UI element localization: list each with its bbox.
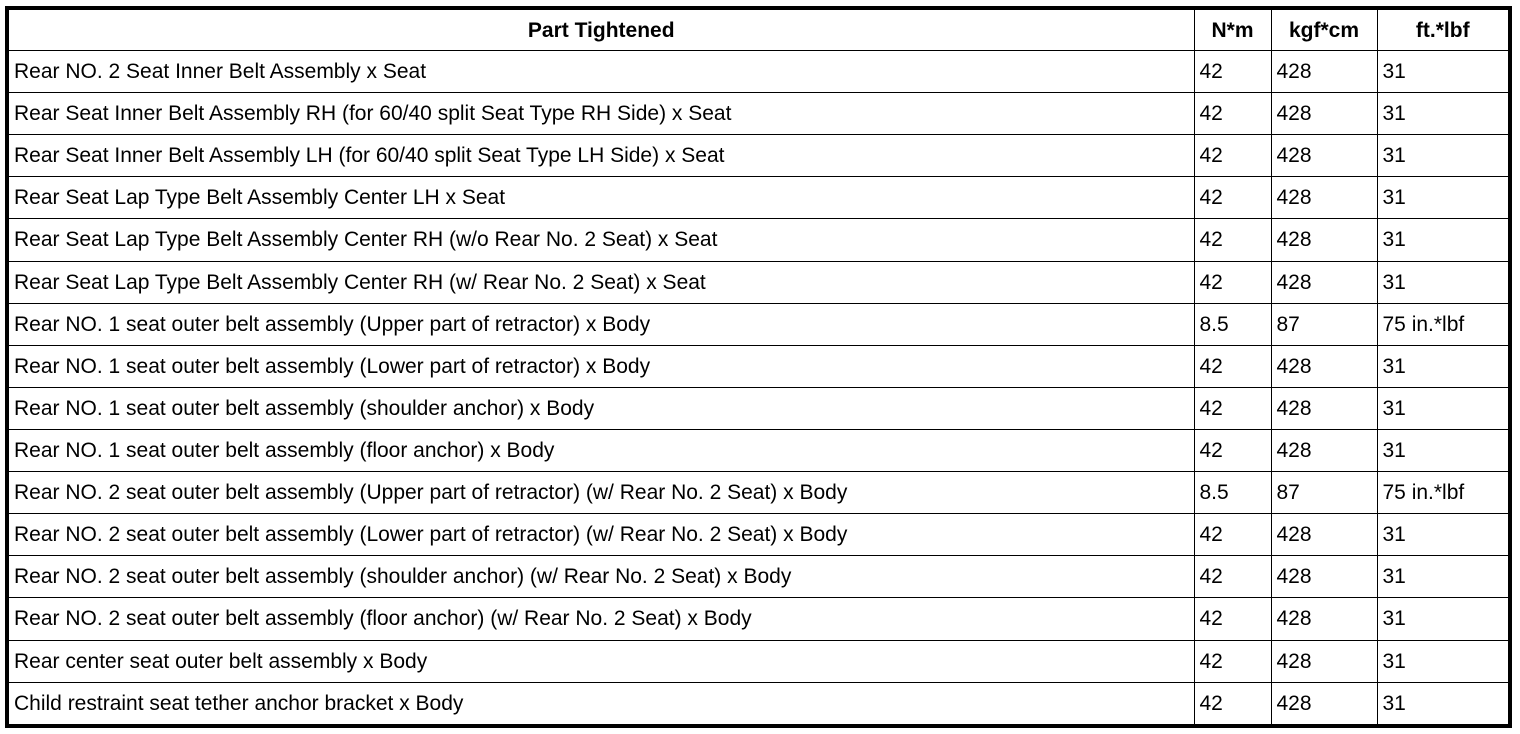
cell-newton-meter: 42 [1194, 598, 1271, 640]
cell-part-tightened: Rear Seat Lap Type Belt Assembly Center RH (w/ Rear No. 2 Seat) x Seat [7, 261, 1194, 303]
table-row [7, 556, 1510, 598]
cell-part-tightened: Rear center seat outer belt assembly x Body [7, 640, 1194, 682]
table-row [7, 429, 1510, 471]
cell-newton-meter: 42 [1194, 93, 1271, 135]
cell-kgf-cm: 428 [1271, 51, 1377, 93]
cell-part-tightened: Rear NO. 1 seat outer belt assembly (Lower part of retractor) x Body [7, 345, 1194, 387]
cell-part-tightened: Rear Seat Inner Belt Assembly LH (for 60/40 split Seat Type LH Side) x Seat [7, 135, 1194, 177]
header-newton-meter: N*m [1194, 8, 1271, 51]
cell-newton-meter: 42 [1194, 514, 1271, 556]
cell-part-tightened: Rear Seat Lap Type Belt Assembly Center LH x Seat [7, 177, 1194, 219]
cell-kgf-cm: 428 [1271, 177, 1377, 219]
cell-kgf-cm: 87 [1271, 472, 1377, 514]
cell-ft-lbf: 31 [1377, 640, 1510, 682]
cell-newton-meter: 42 [1194, 429, 1271, 471]
cell-kgf-cm: 428 [1271, 514, 1377, 556]
cell-ft-lbf: 31 [1377, 514, 1510, 556]
cell-kgf-cm: 428 [1271, 93, 1377, 135]
header-part-tightened: Part Tightened [7, 8, 1194, 51]
cell-ft-lbf: 31 [1377, 429, 1510, 471]
cell-part-tightened: Rear NO. 2 seat outer belt assembly (Lower part of retractor) (w/ Rear No. 2 Seat) x Body [7, 514, 1194, 556]
table-row [7, 261, 1510, 303]
cell-kgf-cm: 428 [1271, 219, 1377, 261]
cell-ft-lbf: 31 [1377, 261, 1510, 303]
cell-kgf-cm: 428 [1271, 261, 1377, 303]
table-row [7, 219, 1510, 261]
cell-ft-lbf: 75 in.*lbf [1377, 303, 1510, 345]
cell-kgf-cm: 428 [1271, 556, 1377, 598]
table-row [7, 51, 1510, 93]
table-row [7, 598, 1510, 640]
cell-newton-meter: 8.5 [1194, 472, 1271, 514]
cell-part-tightened: Rear NO. 1 seat outer belt assembly (Upper part of retractor) x Body [7, 303, 1194, 345]
cell-part-tightened: Rear NO. 2 seat outer belt assembly (floor anchor) (w/ Rear No. 2 Seat) x Body [7, 598, 1194, 640]
cell-ft-lbf: 31 [1377, 387, 1510, 429]
table-row [7, 682, 1510, 726]
cell-ft-lbf: 31 [1377, 556, 1510, 598]
header-kgf-cm: kgf*cm [1271, 8, 1377, 51]
table-row [7, 177, 1510, 219]
cell-newton-meter: 42 [1194, 345, 1271, 387]
cell-newton-meter: 8.5 [1194, 303, 1271, 345]
cell-kgf-cm: 428 [1271, 640, 1377, 682]
cell-ft-lbf: 31 [1377, 135, 1510, 177]
table-body [7, 51, 1510, 727]
cell-part-tightened: Rear NO. 2 seat outer belt assembly (Upper part of retractor) (w/ Rear No. 2 Seat) x Body [7, 472, 1194, 514]
cell-part-tightened: Rear Seat Inner Belt Assembly RH (for 60/40 split Seat Type RH Side) x Seat [7, 93, 1194, 135]
cell-newton-meter: 42 [1194, 51, 1271, 93]
cell-part-tightened: Rear NO. 2 seat outer belt assembly (shoulder anchor) (w/ Rear No. 2 Seat) x Body [7, 556, 1194, 598]
cell-ft-lbf: 31 [1377, 51, 1510, 93]
cell-ft-lbf: 31 [1377, 219, 1510, 261]
header-ft-lbf: ft.*lbf [1377, 8, 1510, 51]
table-row [7, 640, 1510, 682]
table-row [7, 303, 1510, 345]
cell-newton-meter: 42 [1194, 682, 1271, 726]
cell-newton-meter: 42 [1194, 177, 1271, 219]
table-row [7, 387, 1510, 429]
cell-kgf-cm: 428 [1271, 429, 1377, 471]
cell-newton-meter: 42 [1194, 556, 1271, 598]
cell-ft-lbf: 31 [1377, 93, 1510, 135]
cell-newton-meter: 42 [1194, 640, 1271, 682]
cell-part-tightened: Rear Seat Lap Type Belt Assembly Center RH (w/o Rear No. 2 Seat) x Seat [7, 219, 1194, 261]
cell-kgf-cm: 428 [1271, 135, 1377, 177]
cell-newton-meter: 42 [1194, 135, 1271, 177]
cell-part-tightened: Rear NO. 1 seat outer belt assembly (shoulder anchor) x Body [7, 387, 1194, 429]
cell-part-tightened: Rear NO. 2 Seat Inner Belt Assembly x Seat [7, 51, 1194, 93]
header-row [7, 8, 1510, 51]
cell-newton-meter: 42 [1194, 261, 1271, 303]
cell-part-tightened: Child restraint seat tether anchor bracket x Body [7, 682, 1194, 726]
cell-kgf-cm: 428 [1271, 682, 1377, 726]
table-row [7, 135, 1510, 177]
cell-ft-lbf: 31 [1377, 598, 1510, 640]
cell-newton-meter: 42 [1194, 219, 1271, 261]
cell-ft-lbf: 75 in.*lbf [1377, 472, 1510, 514]
torque-specification-table [5, 6, 1512, 728]
table-row [7, 93, 1510, 135]
cell-ft-lbf: 31 [1377, 345, 1510, 387]
cell-kgf-cm: 428 [1271, 345, 1377, 387]
cell-kgf-cm: 428 [1271, 598, 1377, 640]
table-row [7, 514, 1510, 556]
cell-ft-lbf: 31 [1377, 682, 1510, 726]
table-row [7, 345, 1510, 387]
cell-kgf-cm: 428 [1271, 387, 1377, 429]
cell-newton-meter: 42 [1194, 387, 1271, 429]
cell-part-tightened: Rear NO. 1 seat outer belt assembly (floor anchor) x Body [7, 429, 1194, 471]
table-header [7, 8, 1510, 51]
cell-ft-lbf: 31 [1377, 177, 1510, 219]
table-row [7, 472, 1510, 514]
cell-kgf-cm: 87 [1271, 303, 1377, 345]
